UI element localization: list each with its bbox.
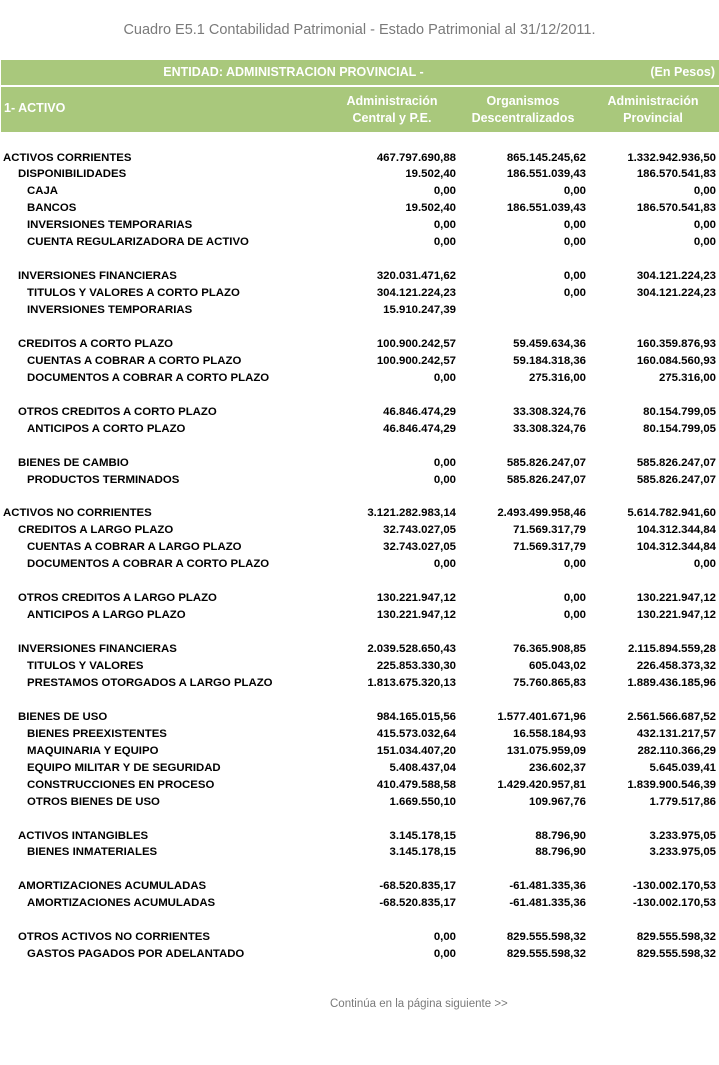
row-label: ACTIVOS NO CORRIENTES bbox=[3, 507, 152, 520]
value-descentralizados: 186.551.039,43 bbox=[506, 168, 586, 181]
table-row bbox=[0, 556, 719, 573]
table-row bbox=[0, 336, 719, 353]
value-descentralizados: 1.577.401.671,96 bbox=[497, 710, 586, 723]
value-central: 3.145.178,15 bbox=[389, 829, 456, 842]
value-central: 5.408.437,04 bbox=[389, 761, 456, 774]
row-label: TITULOS Y VALORES A CORTO PLAZO bbox=[27, 287, 240, 300]
value-descentralizados: 585.826.247,07 bbox=[506, 456, 586, 469]
value-central: 46.846.474,29 bbox=[383, 422, 456, 435]
value-central: 984.165.015,56 bbox=[376, 710, 456, 723]
value-descentralizados: 33.308.324,76 bbox=[513, 405, 586, 418]
row-label: ACTIVOS CORRIENTES bbox=[3, 151, 132, 164]
value-central: 19.502,40 bbox=[405, 168, 456, 181]
value-central: -68.520.835,17 bbox=[379, 897, 456, 910]
value-central: 32.743.027,05 bbox=[383, 541, 456, 554]
table-row bbox=[0, 404, 719, 421]
row-label: DOCUMENTOS A COBRAR A CORTO PLAZO bbox=[27, 371, 270, 384]
table-row bbox=[0, 234, 719, 251]
row-label: BIENES DE USO bbox=[18, 710, 108, 723]
table-row bbox=[0, 455, 719, 472]
table-row bbox=[0, 675, 719, 692]
value-provincial: 2.115.894.559,28 bbox=[627, 643, 716, 656]
row-label: CAJA bbox=[27, 185, 59, 198]
value-provincial: 282.110.366,29 bbox=[637, 744, 716, 757]
table-row bbox=[0, 421, 719, 438]
value-descentralizados: 33.308.324,76 bbox=[513, 422, 586, 435]
table-row bbox=[0, 946, 719, 963]
row-label: CREDITOS A CORTO PLAZO bbox=[18, 337, 174, 350]
value-descentralizados: 0,00 bbox=[563, 185, 586, 198]
row-label: OTROS CREDITOS A LARGO PLAZO bbox=[18, 592, 217, 605]
table-row bbox=[0, 709, 719, 726]
value-central: 320.031.471,62 bbox=[376, 270, 456, 283]
value-provincial: 160.084.560,93 bbox=[636, 354, 716, 367]
value-provincial: 1.889.436.185,96 bbox=[627, 676, 716, 689]
section-title: 1- ACTIVO bbox=[4, 101, 66, 115]
value-descentralizados: 0,00 bbox=[563, 609, 586, 622]
table-row bbox=[0, 590, 719, 607]
value-descentralizados: 585.826.247,07 bbox=[506, 473, 586, 486]
value-provincial: 130.221.947,12 bbox=[636, 592, 716, 605]
table-row bbox=[0, 895, 719, 912]
value-descentralizados: 0,00 bbox=[563, 558, 586, 571]
row-label: OTROS CREDITOS A CORTO PLAZO bbox=[18, 405, 217, 418]
table-row bbox=[0, 539, 719, 556]
column-header-provincial bbox=[588, 93, 718, 127]
value-central: 225.853.330,30 bbox=[376, 660, 456, 672]
table-row bbox=[0, 472, 719, 489]
value-descentralizados: -61.481.335,36 bbox=[509, 897, 586, 910]
continuation-note: Continúa en la página siguiente >> bbox=[330, 998, 508, 1010]
value-provincial: 0,00 bbox=[693, 185, 716, 198]
value-central: 304.121.224,23 bbox=[376, 287, 456, 300]
currency-unit: (En Pesos) bbox=[650, 65, 715, 79]
value-provincial: 186.570.541,83 bbox=[636, 168, 716, 181]
column-header-central bbox=[327, 93, 457, 127]
value-descentralizados: 0,00 bbox=[563, 592, 586, 605]
value-provincial: 0,00 bbox=[693, 236, 716, 249]
value-central: 0,00 bbox=[433, 931, 456, 944]
row-label: CREDITOS A LARGO PLAZO bbox=[18, 524, 174, 537]
row-label: CUENTAS A COBRAR A CORTO PLAZO bbox=[27, 354, 242, 367]
value-descentralizados: 59.459.634,36 bbox=[513, 337, 586, 350]
value-central: 467.797.690,88 bbox=[376, 151, 456, 164]
value-central: 0,00 bbox=[433, 219, 456, 232]
value-provincial: 104.312.344,84 bbox=[636, 541, 716, 554]
row-label: CUENTAS A COBRAR A LARGO PLAZO bbox=[27, 541, 242, 554]
value-descentralizados: 76.365.908,85 bbox=[513, 643, 586, 656]
value-descentralizados: 71.569.317,79 bbox=[513, 541, 586, 554]
page-title: Cuadro E5.1 Contabilidad Patrimonial - Estado Patrimonial al 31/12/2011. bbox=[123, 22, 596, 38]
value-provincial: 5.645.039,41 bbox=[649, 761, 716, 774]
value-central: 0,00 bbox=[433, 236, 456, 249]
value-descentralizados: 88.796,90 bbox=[535, 846, 586, 859]
table-row bbox=[0, 743, 719, 760]
value-provincial: 1.332.942.936,50 bbox=[627, 151, 716, 164]
row-label: MAQUINARIA Y EQUIPO bbox=[27, 744, 159, 757]
row-label: BANCOS bbox=[27, 202, 77, 215]
value-central: 0,00 bbox=[433, 473, 456, 486]
row-label: CONSTRUCCIONES EN PROCESO bbox=[27, 778, 215, 791]
entity-header-bar bbox=[1, 60, 719, 85]
table-row bbox=[0, 929, 719, 946]
value-provincial: 275.316,00 bbox=[658, 371, 716, 384]
value-descentralizados: 0,00 bbox=[563, 236, 586, 249]
table-row bbox=[0, 726, 719, 743]
table-row bbox=[0, 217, 719, 234]
value-central: 130.221.947,12 bbox=[376, 592, 456, 605]
value-provincial: 3.233.975,05 bbox=[649, 829, 716, 842]
row-label: ACTIVOS INTANGIBLES bbox=[18, 829, 149, 842]
table-row bbox=[0, 200, 719, 217]
row-label: BIENES INMATERIALES bbox=[27, 846, 158, 859]
table-row bbox=[0, 522, 719, 539]
value-descentralizados: 829.555.598,32 bbox=[506, 948, 586, 961]
value-provincial: 585.826.247,07 bbox=[636, 456, 716, 469]
row-label: DISPONIBILIDADES bbox=[18, 168, 127, 181]
table-row bbox=[0, 607, 719, 624]
value-provincial: 1.839.900.546,39 bbox=[627, 778, 716, 791]
column-header-central-line2: Central y P.E. bbox=[352, 111, 432, 125]
table-row bbox=[0, 641, 719, 658]
value-central: 151.034.407,20 bbox=[376, 744, 456, 757]
value-provincial: 80.154.799,05 bbox=[643, 422, 716, 435]
value-descentralizados: 236.602,37 bbox=[528, 761, 586, 774]
entity-name: ENTIDAD: ADMINISTRACION PROVINCIAL - bbox=[163, 65, 424, 79]
value-provincial: 104.312.344,84 bbox=[636, 524, 716, 537]
value-descentralizados: 0,00 bbox=[563, 219, 586, 232]
value-provincial: 1.779.517,86 bbox=[649, 795, 716, 808]
value-provincial: 3.233.975,05 bbox=[649, 846, 716, 859]
value-descentralizados: 865.145.245,62 bbox=[506, 151, 586, 164]
value-provincial: 304.121.224,23 bbox=[636, 270, 716, 283]
value-central: 0,00 bbox=[433, 371, 456, 384]
row-label: BIENES PREEXISTENTES bbox=[27, 727, 167, 740]
value-central: 0,00 bbox=[433, 185, 456, 198]
table-row bbox=[0, 777, 719, 794]
value-descentralizados: 829.555.598,32 bbox=[506, 931, 586, 944]
column-header-provincial-line2: Provincial bbox=[623, 111, 683, 125]
table-row bbox=[0, 353, 719, 370]
column-header-provincial-line1: Administración bbox=[607, 94, 699, 108]
table-row bbox=[0, 370, 719, 387]
value-provincial: 80.154.799,05 bbox=[643, 405, 716, 418]
table-row bbox=[0, 285, 719, 302]
column-header-descentralizados-line2: Descentralizados bbox=[471, 111, 575, 125]
table-row bbox=[0, 794, 719, 811]
value-central: 32.743.027,05 bbox=[383, 524, 456, 537]
value-central: 100.900.242,57 bbox=[376, 354, 456, 367]
table-row bbox=[0, 150, 719, 167]
value-central: 100.900.242,57 bbox=[376, 337, 456, 350]
value-central: 130.221.947,12 bbox=[376, 609, 456, 622]
table-row bbox=[0, 302, 719, 319]
row-label: PRESTAMOS OTORGADOS A LARGO PLAZO bbox=[27, 676, 273, 689]
table-row bbox=[0, 505, 719, 522]
value-provincial: 829.555.598,32 bbox=[636, 948, 716, 961]
row-label: GASTOS PAGADOS POR ADELANTADO bbox=[27, 948, 245, 961]
value-descentralizados: 2.493.499.958,46 bbox=[497, 507, 586, 520]
value-central: 1.813.675.320,13 bbox=[367, 676, 456, 689]
value-central: 0,00 bbox=[433, 948, 456, 961]
table-row bbox=[0, 878, 719, 895]
column-header-bar bbox=[1, 87, 719, 132]
value-descentralizados: 75.760.865,83 bbox=[513, 676, 586, 689]
value-descentralizados: 186.551.039,43 bbox=[506, 202, 586, 215]
value-central: 0,00 bbox=[433, 456, 456, 469]
row-label: OTROS BIENES DE USO bbox=[27, 795, 160, 808]
value-provincial: 432.131.217,57 bbox=[636, 727, 716, 740]
table-row bbox=[0, 844, 719, 861]
value-central: 19.502,40 bbox=[405, 202, 456, 215]
value-central: 0,00 bbox=[433, 558, 456, 571]
value-descentralizados: 16.558.184,93 bbox=[513, 727, 586, 740]
value-provincial: 186.570.541,83 bbox=[636, 202, 716, 215]
row-label: CUENTA REGULARIZADORA DE ACTIVO bbox=[27, 236, 249, 249]
value-descentralizados: -61.481.335,36 bbox=[509, 880, 586, 893]
row-label: AMORTIZACIONES ACUMULADAS bbox=[27, 897, 216, 910]
row-label: INVERSIONES TEMPORARIAS bbox=[27, 219, 193, 232]
value-descentralizados: 131.075.959,09 bbox=[506, 744, 586, 757]
value-descentralizados: 1.429.420.957,81 bbox=[497, 778, 586, 791]
value-descentralizados: 275.316,00 bbox=[528, 371, 586, 384]
value-central: 415.573.032,64 bbox=[376, 727, 456, 740]
table-row bbox=[0, 268, 719, 285]
table-row bbox=[0, 658, 719, 675]
value-descentralizados: 0,00 bbox=[563, 270, 586, 283]
row-label: BIENES DE CAMBIO bbox=[18, 456, 129, 469]
value-provincial: 226.458.373,32 bbox=[636, 660, 716, 672]
value-provincial: -130.002.170,53 bbox=[633, 897, 716, 910]
value-descentralizados: 88.796,90 bbox=[535, 829, 586, 842]
table-row bbox=[0, 760, 719, 777]
value-provincial: 5.614.782.941,60 bbox=[627, 507, 716, 520]
row-label: EQUIPO MILITAR Y DE SEGURIDAD bbox=[27, 761, 221, 774]
value-provincial: -130.002.170,53 bbox=[633, 880, 716, 893]
value-central: 3.121.282.983,14 bbox=[367, 507, 456, 520]
row-label: ANTICIPOS A LARGO PLAZO bbox=[27, 609, 186, 622]
row-label: AMORTIZACIONES ACUMULADAS bbox=[18, 880, 207, 893]
value-provincial: 2.561.566.687,52 bbox=[627, 710, 716, 723]
row-label: INVERSIONES FINANCIERAS bbox=[18, 270, 177, 283]
value-central: 2.039.528.650,43 bbox=[367, 643, 456, 656]
value-central: 15.910.247,39 bbox=[383, 304, 456, 317]
value-central: 46.846.474,29 bbox=[383, 405, 456, 418]
row-label: INVERSIONES FINANCIERAS bbox=[18, 643, 177, 656]
value-provincial: 0,00 bbox=[693, 219, 716, 232]
column-header-descentralizados-line1: Organismos bbox=[486, 94, 560, 108]
value-descentralizados: 59.184.318,36 bbox=[513, 354, 586, 367]
table-row bbox=[0, 166, 719, 183]
table-row bbox=[0, 828, 719, 845]
value-descentralizados: 71.569.317,79 bbox=[513, 524, 586, 537]
column-header-central-line1: Administración bbox=[346, 94, 438, 108]
row-label: OTROS ACTIVOS NO CORRIENTES bbox=[18, 931, 210, 944]
value-descentralizados: 109.967,76 bbox=[528, 795, 586, 808]
value-central: 410.479.588,58 bbox=[376, 778, 456, 791]
row-label: PRODUCTOS TERMINADOS bbox=[27, 473, 180, 486]
row-label: INVERSIONES TEMPORARIAS bbox=[27, 304, 193, 317]
value-provincial: 130.221.947,12 bbox=[636, 609, 716, 622]
table-row bbox=[0, 183, 719, 200]
column-header-descentralizados bbox=[458, 93, 588, 127]
value-provincial: 0,00 bbox=[693, 558, 716, 571]
value-provincial: 304.121.224,23 bbox=[636, 287, 716, 300]
row-label: ANTICIPOS A CORTO PLAZO bbox=[27, 422, 186, 435]
value-descentralizados: 605.043,02 bbox=[528, 660, 586, 672]
value-central: 1.669.550,10 bbox=[389, 795, 456, 808]
value-central: 3.145.178,15 bbox=[389, 846, 456, 859]
row-label: DOCUMENTOS A COBRAR A CORTO PLAZO bbox=[27, 558, 270, 571]
value-provincial: 585.826.247,07 bbox=[636, 473, 716, 486]
value-central: -68.520.835,17 bbox=[379, 880, 456, 893]
value-provincial: 160.359.876,93 bbox=[636, 337, 716, 350]
row-label: TITULOS Y VALORES bbox=[27, 660, 144, 672]
value-descentralizados: 0,00 bbox=[563, 287, 586, 300]
value-provincial: 829.555.598,32 bbox=[636, 931, 716, 944]
